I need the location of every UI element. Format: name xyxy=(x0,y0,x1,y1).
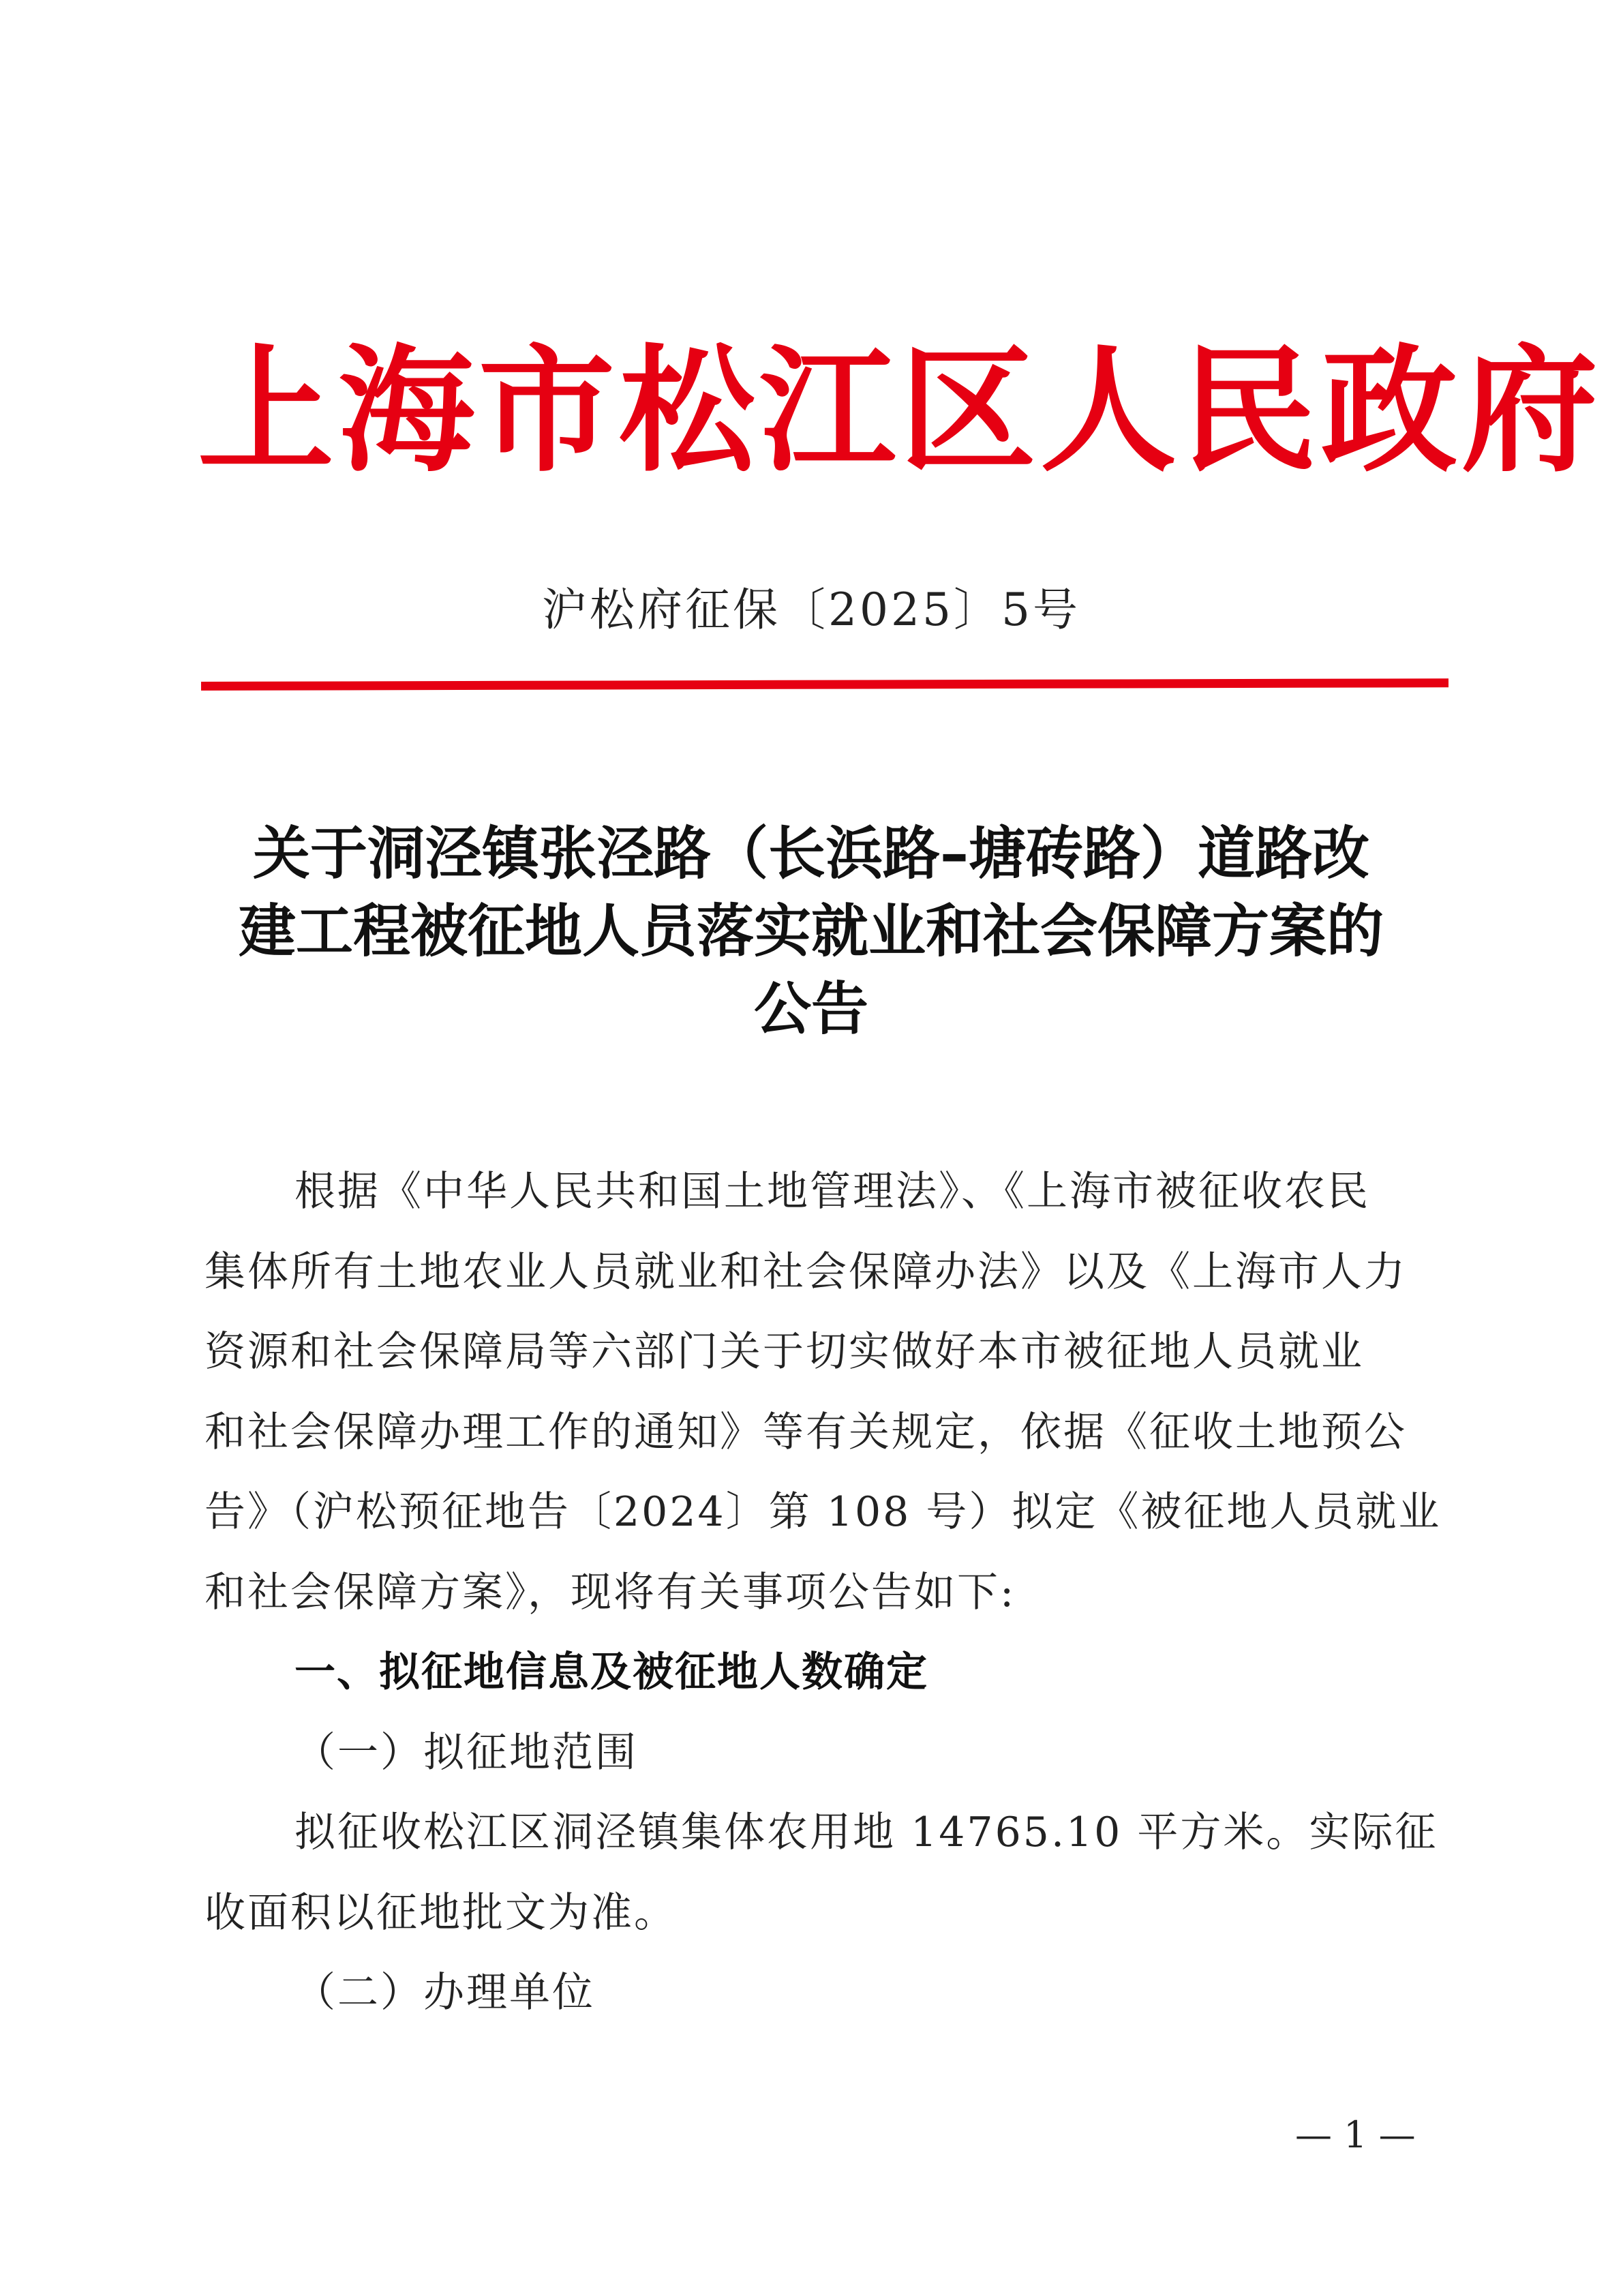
paragraph-line: 告》（沪松预征地告〔2024〕第 108 号）拟定《被征地人员就业 xyxy=(204,1488,1442,1536)
issuer-masthead: 上海市松江区人民政府 xyxy=(198,331,1603,491)
page-number: — 1 — xyxy=(1295,2113,1416,2156)
paragraph-line: 拟征收松江区洞泾镇集体农用地 14765.10 平方米。实际征 xyxy=(294,1809,1438,1856)
subsection-heading: （二）办理单位 xyxy=(294,1969,595,2016)
title-line: 建工程被征地人员落实就业和社会保障方案的 xyxy=(238,898,1384,965)
body-text xyxy=(204,1152,1442,2034)
paragraph-line: 和社会保障方案》，现将有关事项公告如下: xyxy=(204,1568,1016,1616)
paragraph-line: 收面积以征地批文为准。 xyxy=(204,1888,677,1937)
paragraph-line: 根据《中华人民共和国土地管理法》、《上海市被征收农民 xyxy=(294,1168,1370,1215)
paragraph-line: 集体所有土地农业人员就业和社会保障办法》以及《上海市人力 xyxy=(204,1248,1407,1296)
paragraph-line: 资源和社会保障局等六部门关于切实做好本市被征地人员就业 xyxy=(204,1328,1364,1376)
paragraph-line: 和社会保障办理工作的通知》等有关规定，依据《征收土地预公 xyxy=(204,1408,1407,1456)
section-heading: 一、拟征地信息及被征地人数确定 xyxy=(294,1648,928,1696)
document-number: 沪松府征保〔2025〕5号 xyxy=(542,584,1080,636)
title-line: 公告 xyxy=(753,976,868,1042)
title-line: 关于洞泾镇张泾路（长浜路–塘砖路）道路改 xyxy=(252,820,1369,887)
red-separator-rule xyxy=(201,678,1448,691)
subsection-heading: （一）拟征地范围 xyxy=(294,1728,638,1777)
announcement-title xyxy=(204,815,1418,1048)
